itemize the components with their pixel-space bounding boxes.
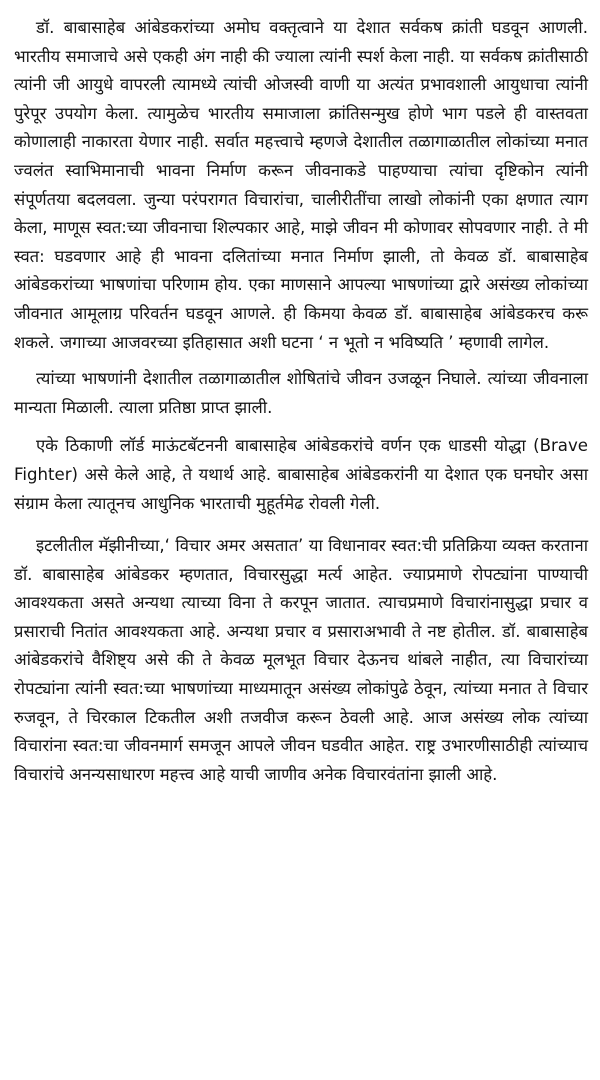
paragraph-oratory-revolution: डॉ. बाबासाहेब आंबेडकरांच्या अमोघ वक्तृत्वाने या देशात सर्वकष क्रांती घडवून आणली. भारतीय समाजाचे असे एकही अंग नाही की ज्याला त्यांनी स्पर्श केला नाही. या सर्वकष क्रांतीसाठी त्यांनी जी आयुधे वापरली त्यामध्ये त्यांची ओजस्वी वाणी या अत्यंत प्रभावशाली आयुधाचा त्यांनी पुरेपूर उपयोग केला. त्यामुळेच भारतीय समाजाला क्रांतिसन्मुख होणे भाग पडले ही वास्तवता कोणालाही नाकारता येणार नाही. सर्वात महत्त्वाचे म्हणजे देशातील तळागाळातील लोकांच्या मनात ज्वलंत स्वाभिमानाची भावना निर्माण करून जीवनाकडे पाहण्याचा त्यांचा दृष्टिकोन त्यांनी संपूर्णतया बदलवला. जुन्या परंपरागत विचारांचा, चालीरीतींचा लाखो लोकांनी एका क्षणात त्याग केला, माणूस स्वत:च्या जीवनाचा शिल्पकार आहे, माझे जीवन मी कोणावर सोपवणार नाही. ते मी स्वत: घडवणार आहे ही भावना दलितांच्या मनात निर्माण झाली, तो केवळ डॉ. बाबासाहेब आंबेडकरांच्या भाषणांचा परिणाम होय. एका माणसाने आपल्या भाषणांच्या द्वारे असंख्य लोकांच्या जीवनात आमूलाग्र परिवर्तन घडवून आणले. ही किमया केवळ डॉ. बाबासाहेब आंबेडकरच करू शकले. जगाच्या आजवरच्या इतिहासात अशी घटना ‘ न भूतो न भविष्यति ’ म्हणावी लागेल. [14, 18, 588, 352]
paragraph-speeches-uplift: त्यांच्या भाषणांनी देशातील तळागाळातील शोषितांचे जीवन उजळून निघाले. त्यांच्या जीवनाला मान्यता मिळाली. त्याला प्रतिष्ठा प्राप्त झाली. [14, 369, 588, 417]
paragraph-brave-fighter: एके ठिकाणी लॉर्ड माऊंटबॅटननी बाबासाहेब आंबेडकरांचे वर्णन एक धाडसी योद्धा (Brave Fighter) असे केले आहे, ते यथार्थ आहे. बाबासाहेब आंबेडकरांनी या देशात एक घनघोर असा संग्राम केला त्यातूनच आधुनिक भारताची मुहूर्तमेढ रोवली गेली. [14, 436, 588, 513]
paragraph-ideas-propagation: इटलीतील मॅझीनीच्या,‘ विचार अमर असतात’ या विधानावर स्वत:ची प्रतिक्रिया व्यक्त करताना डॉ. बाबासाहेब आंबेडकर म्हणतात, विचारसुद्धा मर्त्य आहेत. ज्याप्रमाणे रोपट्यांना पाण्याची आवश्यकता असते अन्यथा त्याच्या विना ते करपून जातात. त्याचप्रमाणे विचारांनासुद्धा प्रचार व प्रसाराची नितांत आवश्यकता आहे. अन्यथा प्रचार व प्रसाराअभावी ते नष्ट होतील. डॉ. बाबासाहेब आंबेडकरांचे वैशिष्ट्य असे की ते केवळ मूलभूत विचार देऊनच थांबले नाहीत, त्या विचारांच्या रोपट्यांना त्यांनी स्वत:च्या भाषणांच्या माध्यमातून असंख्य लोकांपुढे ठेवून, त्यांच्या मनात ते विचार रुजवून, ते चिरकाल टिकतील अशी तजवीज करून ठेवली आहे. आज असंख्य लोक त्यांच्या विचारांना स्वत:चा जीवनमार्ग समजून आपले जीवन घडवीत आहेत. राष्ट्र उभारणीसाठीही त्यांच्याच विचारांचे अनन्यसाधारण महत्त्व आहे याची जाणीव अनेक विचारवंतांना झाली आहे. [14, 536, 588, 784]
